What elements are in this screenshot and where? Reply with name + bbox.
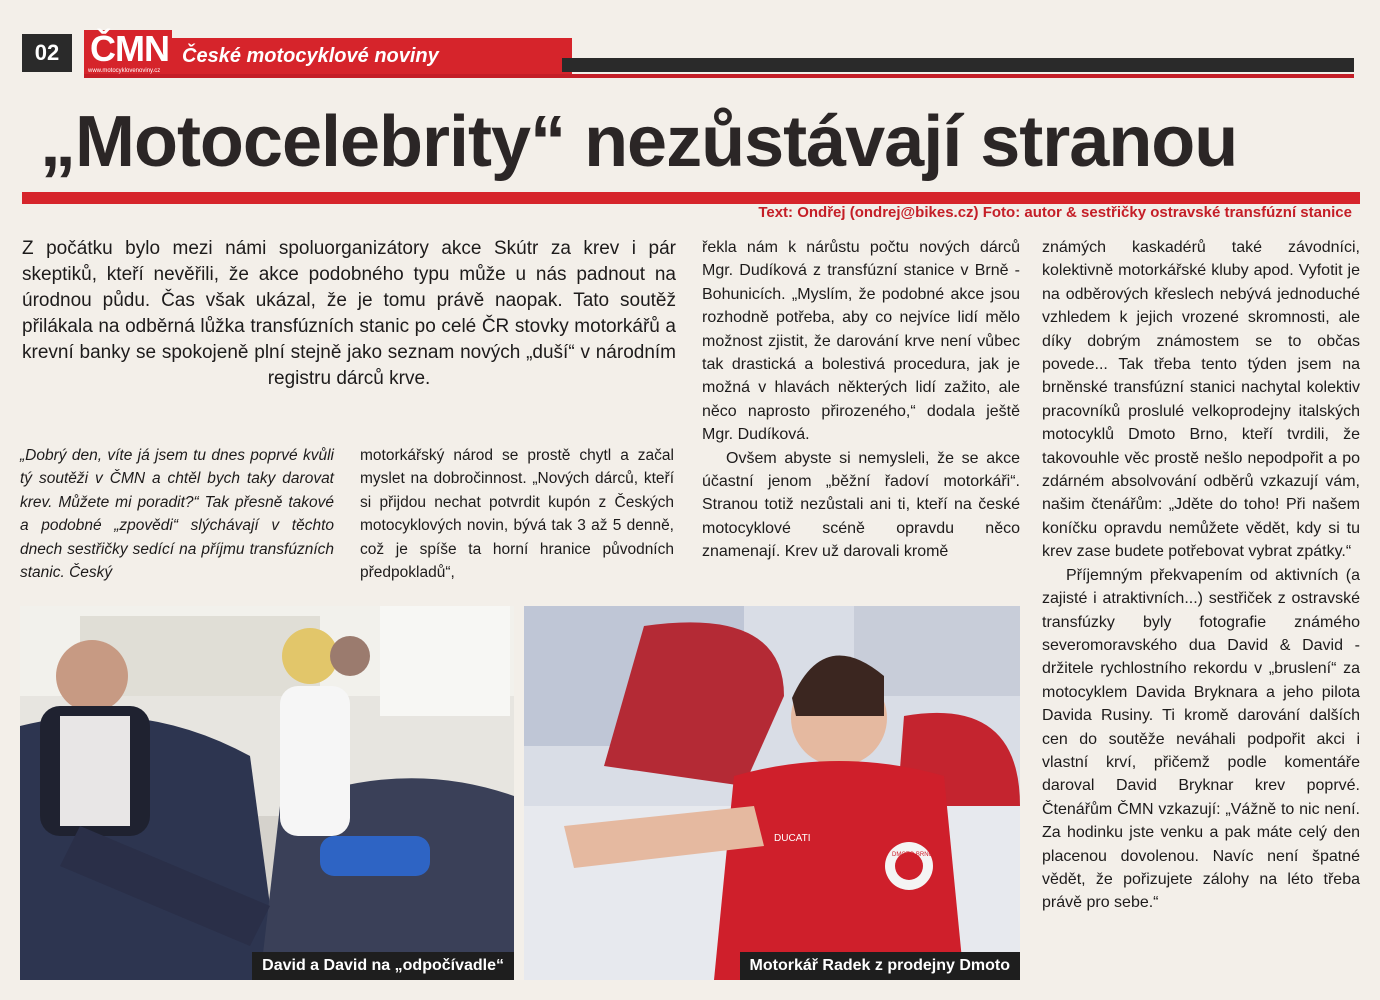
column-3-paragraph-2: Ovšem abyste si nemysleli, že se akce účastní jenom „běžní řadoví motorkáři“. Stranou totiž nezůstali ani ti, kteří na české motocyklové scéně opravdu něco znamenají. Krev už darovali kromě — [702, 449, 1020, 561]
lede-paragraph: Z počátku bylo mezi námi spoluorganizátory akce Skútr za krev i pár skeptiků, kteří nevěřili, že akce podobného typu může u nás padnout na úrodnou půdu. Čas však ukázal, že je tomu právě naopak. Tato soutěž přilákala na odběrná lůžka transfúzních stanic po celé ČR stovky motorkářů a krevní banky se spokojeně plní stejně jako seznam nových „duší“ v národním registru dárců krve. — [22, 238, 676, 389]
column-2 — [360, 444, 674, 586]
byline: Text: Ondřej (ondrej@bikes.cz) Foto: autor & sestřičky ostravské transfúzní stanice — [758, 204, 1352, 221]
column-3 — [702, 236, 1020, 590]
masthead-rule — [84, 74, 1354, 78]
masthead-divider — [562, 58, 1354, 72]
photo-david-and-david — [20, 606, 514, 980]
column-3-paragraph-1: řekla nám k nárůstu počtu nových dárců Mgr. Dudíková z transfúzní stanice v Brně - Bohunicích. „Myslím, že podobné akce jsou rozhodně potřeba, aby co nejvíce lidí mělo možnost zjistit, že darování krve není vůbec tak drastická a bolestivá procedura, jak je možná v hlavách některých lidí zažito, ale něco naprosto přirozeného,“ dodala ještě Mgr. Dudíková. — [702, 239, 1020, 444]
badge-text: DMOTO BRNO — [892, 852, 934, 858]
cmn-logo — [84, 30, 172, 76]
column-4 — [1042, 236, 1360, 984]
column-1 — [20, 444, 334, 586]
logo-url: www.motocyklovenoviny.cz — [88, 68, 161, 74]
logo-text: ČMN — [90, 28, 169, 69]
photo-radek — [524, 606, 1020, 980]
headline: „Motocelebrity“ nezůstávají stranou — [40, 102, 1238, 182]
photo-2-caption: Motorkář Radek z prodejny Dmoto — [740, 952, 1020, 980]
page-number: 02 — [22, 34, 72, 72]
publication-name: České motocyklové noviny — [172, 38, 572, 74]
photo-1-image — [20, 606, 514, 980]
jacket-text: DUCATI — [774, 833, 811, 844]
column-1-text: „Dobrý den, víte já jsem tu dnes poprvé kvůli tý soutěži v ČMN a chtěl bych taky darovat krev. Můžete mi poradit?“ Tak přesně takové a podobné „zpovědi“ slýchávají v těchto dnech sestřičky sedící na příjmu transfúzních stanic. Český — [20, 447, 334, 582]
column-4-paragraph-2: Příjemným překvapením od aktivních (a zajisté i atraktivních...) sestřiček z ostravské transfúzky byly fotografie známého severomoravského dua David & David - držitele rychlostního rekordu v „bruslení“ za motocyklem Davida Bryknara a jeho pilota Davida Rusiny. Ti kromě darování dalších cen do soutěže neváhali podpořit akci i vlastní krví, přičemž podle komentáře daroval David Bryknar krev poprvé. Čtenářům ČMN vzkazují: „Vážně to nic není. Za hodinku jste venku a pak máte celý den placenou dovolenou. Navíc není špatné vědět, že pořizujete zálohy na léto třeba právě pro sebe.“ — [1042, 566, 1360, 912]
photo-2-image — [524, 606, 1020, 980]
photo-1-caption: David a David na „odpočívadle“ — [252, 952, 514, 980]
column-2-text: motorkářský národ se prostě chytl a začal myslet na dobročinnost. „Nových dárců, kteří si přijdou nechat potvrdit kupón z Českých motocyklových novin, bývá tak 3 až 5 denně, což je spíše ta horní hranice původních předpokladů“, — [360, 447, 674, 582]
column-4-paragraph-1: známých kaskadérů také závodníci, kolektivně motorkářské kluby apod. Vyfotit je na odběrových křeslech nebývá jednoduché vzhledem k jejich vrozené skromnosti, ale díky dobrým známostem se to občas povede... Tak třeba tento týden jsem na brněnské transfúzní stanici nachytal kolektiv pracovníků proslulé velkoprodejny italských motocyklů Dmoto Brno, kteří tvrdili, že takovouhle věc prostě nešlo nepodpořit a po zdárném absolvování odběrů vzkazují vám, našim čtenářům: „Jděte do toho! Při našem koníčku opravdu nemůžete vědět, kdy si tu krev zase budete potřebovat vybrat zpátky.“ — [1042, 239, 1360, 561]
masthead — [0, 0, 1380, 82]
